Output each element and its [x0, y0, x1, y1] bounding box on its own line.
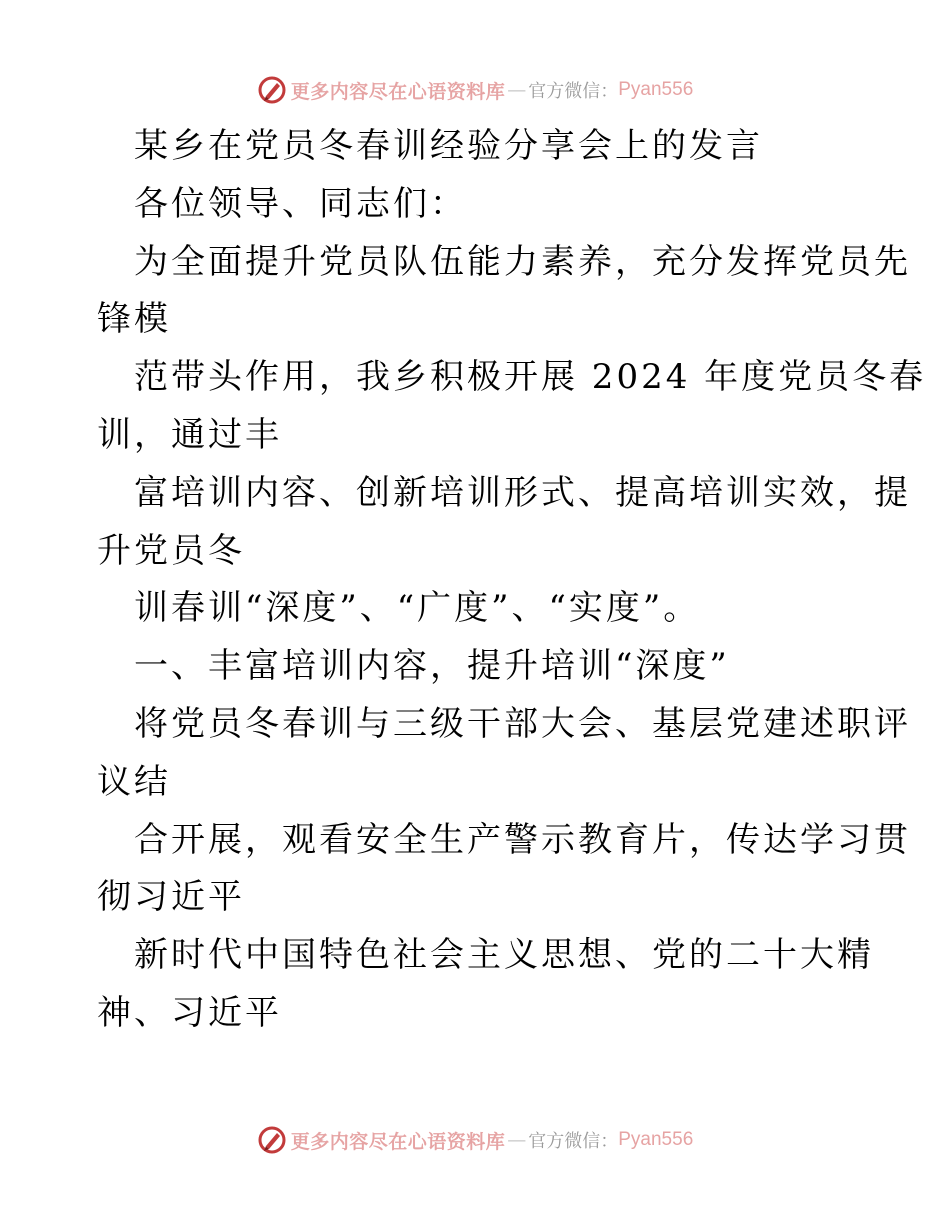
- text-line: 升党员冬: [97, 530, 245, 571]
- watermark-wechat-id: Pyan556: [618, 79, 694, 100]
- text-line: 富培训内容、创新培训形式、提高培训实效，提: [134, 472, 911, 513]
- watermark-separator: —: [507, 79, 527, 101]
- document-body: [0, 118, 950, 1043]
- text-line: 各位领导、同志们：: [134, 183, 467, 224]
- footer-watermark: [0, 1120, 950, 1160]
- pen-logo-icon: [257, 75, 287, 105]
- text-line: 训春训“深度”、“广度”、“实度”。: [134, 588, 701, 629]
- header-watermark: [0, 70, 950, 110]
- text-line: 为全面提升党员队伍能力素养，充分发挥党员先: [134, 241, 911, 282]
- text-line: 训，通过丰: [97, 414, 282, 455]
- text-line: 新时代中国特色社会主义思想、党的二十大精: [134, 935, 874, 976]
- watermark-label: 官方微信：: [528, 1131, 619, 1152]
- watermark-wechat-id: Pyan556: [618, 1129, 694, 1150]
- text-line: 彻习近平: [97, 877, 245, 918]
- text-line: 神、习近平: [97, 992, 282, 1033]
- watermark-separator: —: [507, 1129, 527, 1151]
- text-line: 某乡在党员冬春训经验分享会上的发言: [134, 126, 763, 166]
- watermark-brand: 更多内容尽在心语资料库: [290, 80, 506, 103]
- text-line: 范带头作用，我乡积极开展 2024 年度党员冬春: [134, 357, 927, 398]
- text-line: 一、丰富培训内容，提升培训“深度”: [134, 646, 730, 687]
- text-line: 锋模: [97, 299, 171, 340]
- pen-logo-icon: [257, 1125, 287, 1155]
- text-line: 议结: [97, 761, 171, 802]
- text-line: 合开展，观看安全生产警示教育片，传达学习贯: [134, 819, 911, 860]
- watermark-label: 官方微信：: [528, 81, 619, 102]
- text-line: 将党员冬春训与三级干部大会、基层党建述职评: [134, 703, 911, 744]
- watermark-brand: 更多内容尽在心语资料库: [290, 1130, 506, 1153]
